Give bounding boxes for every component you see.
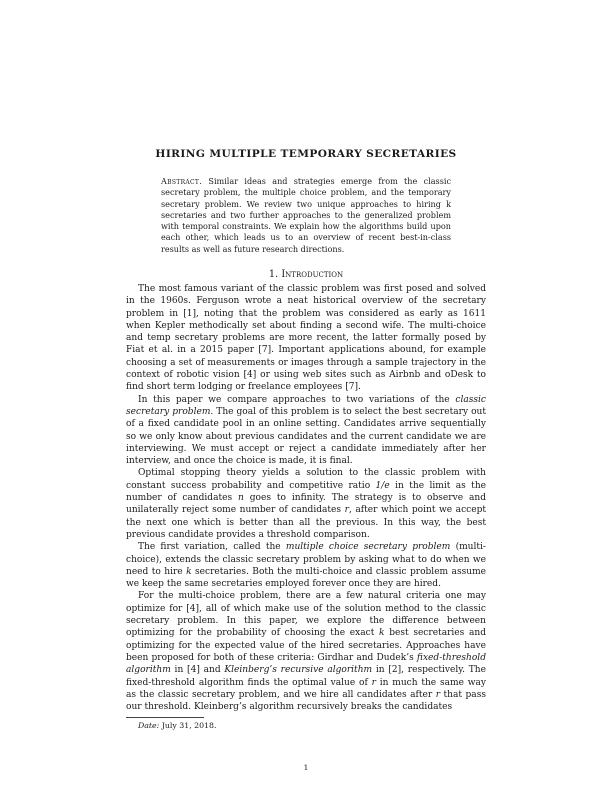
paragraph xyxy=(126,467,486,541)
text-run: , after which point we accept the next one which is better than all the previous. In this way, the best previous candidate provides a threshold comparison. xyxy=(126,505,486,540)
emphasis: multiple choice secretary problem xyxy=(285,542,451,553)
emphasis: n xyxy=(238,493,244,504)
section-heading xyxy=(0,269,612,280)
paper-title: HIRING MULTIPLE TEMPORARY SECRETARIES xyxy=(155,148,457,160)
footnote-label: Date: xyxy=(138,721,160,730)
text-run: (multi-choice), extends the classic secretary problem by asking what to do when we need to hire xyxy=(126,542,486,577)
paragraph xyxy=(126,541,486,590)
section-number: 1. xyxy=(268,269,279,280)
text-run: Optimal stopping theory yields a solution to the classic problem with constant success probability and competitive ratio xyxy=(126,468,486,491)
text-run: For the multi-choice problem, there are a few natural criteria one may optimize for [4], all of which make use of the solution method to the classic secretary problem. In this paper, we explore the difference between optimizing for the probability of choosing the exact xyxy=(126,591,486,639)
emphasis: r xyxy=(344,505,349,516)
emphasis: r xyxy=(371,677,376,688)
paragraph xyxy=(126,394,486,468)
section-title: Introduction xyxy=(281,269,344,280)
text-run: The first variation, called the xyxy=(138,542,286,553)
emphasis: 1/e xyxy=(375,480,390,491)
abstract-text: Similar ideas and strategies emerge from the classic secretary problem, the multiple choice problem, and the temporary secretary problem. We review two unique approaches to hiring k secretaries and two further approaches to the generalized problem with temporal constraints. We explain how the algorithms build upon each other, which leads us to an overview of recent best-in-class results as well as future research directions. xyxy=(161,176,451,254)
emphasis: classic secretary problem xyxy=(126,394,486,417)
text-run: . The goal of this problem is to select the best secretary out of a fixed candidate pool in an online setting. Candidates arrive sequentially so we only know about previous candidates and the current candidate we are interviewing. We must accept or reject a candidate immediately after her interview, and once the choice is made, it is final. xyxy=(126,406,486,467)
text-run: best secretaries and optimizing for the expected value of the hired secretaries. Approaches have been proposed for both of these criteria: Girdhar and Dudek’s xyxy=(126,628,486,663)
text-run: goes to infinity. The strategy is to observe and unilaterally reject some number of candidates xyxy=(126,493,486,516)
emphasis: k xyxy=(186,566,192,577)
footnote xyxy=(138,721,217,730)
paragraph xyxy=(126,590,486,713)
footnote-value: July 31, 2018. xyxy=(161,721,217,730)
abstract-label: Abstract. xyxy=(161,176,203,186)
body-text xyxy=(126,283,486,713)
text-run: in much the same way as the classic secretary problem, and we hire all candidates after xyxy=(126,677,486,700)
text-run: in [4] and xyxy=(170,665,225,676)
paragraph xyxy=(126,283,486,394)
emphasis: r xyxy=(435,689,441,700)
page-number: 1 xyxy=(303,763,309,772)
emphasis: Kleinberg’s recursive algorithm xyxy=(224,665,373,676)
text-run: secretaries. Both the multi-choice and classic problem assume we keep the same secretaries employed forever once they are hired. xyxy=(126,566,486,590)
text-run: In this paper we compare approaches to two variations of the xyxy=(138,394,456,405)
text-run: The most famous variant of the classic problem was first posed and solved in the 1960s. Ferguson wrote a neat historical overview of the secretary problem in [1], noting that the problem was considered as early as 1611 when Kepler methodically set about finding a second wife. The multi-choice and temp secretary problems are more recent, the latter formally posed by Fiat et al. in a 2015 paper [7]. Important applications abound, for example choosing a set of measurements or images through a sample trajectory in the context of robotic vision [4] or using web sites such as Airbnb and oDesk to find short term lodging or freelance employees [7]. xyxy=(126,284,486,393)
footnote-rule xyxy=(126,717,204,718)
text-run: in the limit as the number of candidates xyxy=(126,480,486,504)
text-run: in [2], respectively. The fixed-threshold algorithm finds the optimal value of xyxy=(126,665,486,688)
emphasis: fixed-threshold algorithm xyxy=(126,652,486,676)
emphasis: k xyxy=(379,628,385,639)
abstract xyxy=(161,176,451,255)
text-run: that pass our threshold. Kleinberg’s algorithm recursively breaks the candidates xyxy=(126,689,486,713)
